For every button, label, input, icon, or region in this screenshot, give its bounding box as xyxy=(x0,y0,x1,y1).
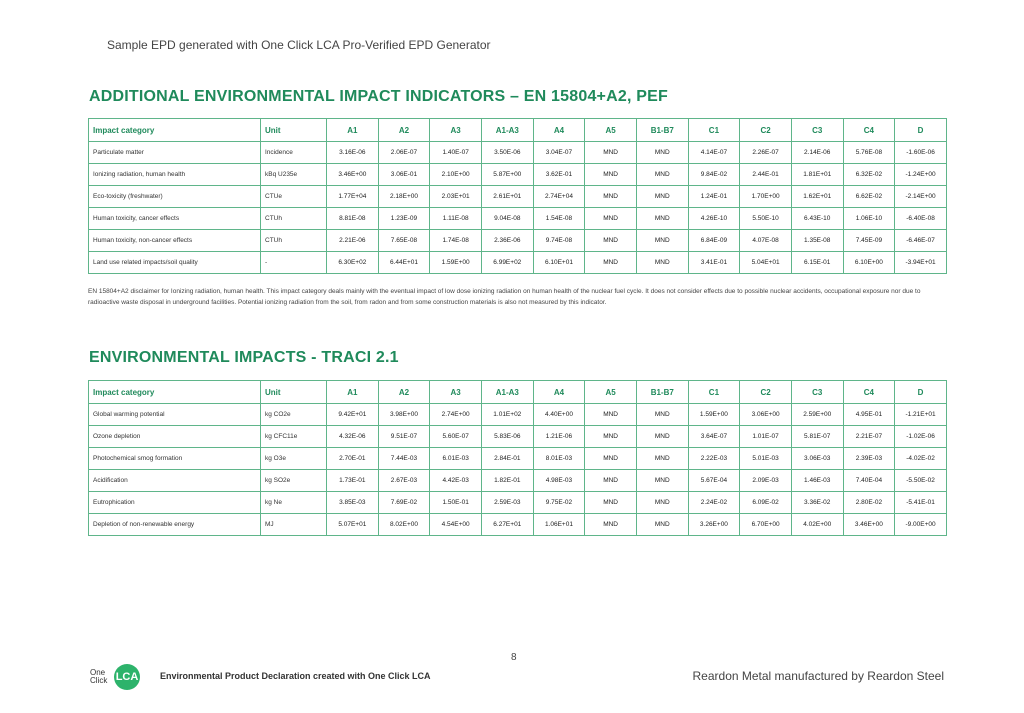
value-cell: MND xyxy=(636,426,688,448)
column-header: A4 xyxy=(533,119,585,142)
table-row xyxy=(89,514,947,536)
value-cell: 9.42E+01 xyxy=(327,404,379,426)
value-cell: 6.09E-02 xyxy=(740,492,792,514)
value-cell: -5.41E-01 xyxy=(895,492,947,514)
unit-cell: kg Ne xyxy=(261,492,327,514)
value-cell: MND xyxy=(585,404,637,426)
value-cell: 4.95E-01 xyxy=(843,404,895,426)
value-cell: 4.02E+00 xyxy=(791,514,843,536)
value-cell: MND xyxy=(636,252,688,274)
value-cell: 7.40E-04 xyxy=(843,470,895,492)
value-cell: MND xyxy=(585,164,637,186)
value-cell: 3.62E-01 xyxy=(533,164,585,186)
value-cell: 6.01E-03 xyxy=(430,448,482,470)
column-header: A5 xyxy=(585,119,637,142)
value-cell: 6.30E+02 xyxy=(327,252,379,274)
value-cell: 5.87E+00 xyxy=(481,164,533,186)
section-title-traci: ENVIRONMENTAL IMPACTS - TRACI 2.1 xyxy=(89,349,399,366)
value-cell: 2.70E-01 xyxy=(327,448,379,470)
value-cell: MND xyxy=(636,142,688,164)
column-header: B1-B7 xyxy=(636,119,688,142)
impact-category-cell: Eutrophication xyxy=(89,492,261,514)
value-cell: 1.35E-08 xyxy=(791,230,843,252)
value-cell: 3.06E-01 xyxy=(378,164,430,186)
value-cell: -6.46E-07 xyxy=(895,230,947,252)
value-cell: 6.70E+00 xyxy=(740,514,792,536)
value-cell: 2.80E-02 xyxy=(843,492,895,514)
table-row xyxy=(89,164,947,186)
value-cell: 5.04E+01 xyxy=(740,252,792,274)
value-cell: MND xyxy=(636,164,688,186)
table-row xyxy=(89,426,947,448)
value-cell: 1.81E+01 xyxy=(791,164,843,186)
value-cell: MND xyxy=(636,448,688,470)
value-cell: 7.69E-02 xyxy=(378,492,430,514)
value-cell: 6.62E-02 xyxy=(843,186,895,208)
value-cell: 3.98E+00 xyxy=(378,404,430,426)
value-cell: 3.64E-07 xyxy=(688,426,740,448)
value-cell: 3.06E-03 xyxy=(791,448,843,470)
value-cell: MND xyxy=(636,186,688,208)
value-cell: 1.70E+00 xyxy=(740,186,792,208)
table-row xyxy=(89,142,947,164)
value-cell: 4.40E+00 xyxy=(533,404,585,426)
one-click-lca-logo xyxy=(90,664,140,690)
column-header: A1 xyxy=(327,119,379,142)
table-row xyxy=(89,186,947,208)
value-cell: -1.21E+01 xyxy=(895,404,947,426)
column-header: Impact category xyxy=(89,381,261,404)
value-cell: 2.14E-06 xyxy=(791,142,843,164)
value-cell: 3.06E+00 xyxy=(740,404,792,426)
impact-category-cell: Ozone depletion xyxy=(89,426,261,448)
value-cell: 2.06E-07 xyxy=(378,142,430,164)
value-cell: 8.02E+00 xyxy=(378,514,430,536)
value-cell: MND xyxy=(585,252,637,274)
value-cell: 1.59E+00 xyxy=(430,252,482,274)
value-cell: 3.46E+00 xyxy=(327,164,379,186)
column-header: C3 xyxy=(791,381,843,404)
value-cell: MND xyxy=(636,514,688,536)
value-cell: 1.01E+02 xyxy=(481,404,533,426)
footer-left-text: Environmental Product Declaration created with One Click LCA xyxy=(160,671,431,681)
impact-category-cell: Depletion of non-renewable energy xyxy=(89,514,261,536)
table-row xyxy=(89,492,947,514)
value-cell: -9.00E+00 xyxy=(895,514,947,536)
column-header: A2 xyxy=(378,119,430,142)
value-cell: 2.26E-07 xyxy=(740,142,792,164)
value-cell: MND xyxy=(585,186,637,208)
unit-cell: CTUe xyxy=(261,186,327,208)
column-header: C1 xyxy=(688,381,740,404)
value-cell: 1.21E-06 xyxy=(533,426,585,448)
value-cell: 6.43E-10 xyxy=(791,208,843,230)
value-cell: 9.04E-08 xyxy=(481,208,533,230)
value-cell: 4.14E-07 xyxy=(688,142,740,164)
column-header: Unit xyxy=(261,381,327,404)
column-header: C2 xyxy=(740,381,792,404)
value-cell: 5.01E-03 xyxy=(740,448,792,470)
value-cell: 3.46E+00 xyxy=(843,514,895,536)
unit-cell: CTUh xyxy=(261,208,327,230)
value-cell: 1.24E-01 xyxy=(688,186,740,208)
unit-cell: kg SO2e xyxy=(261,470,327,492)
value-cell: -1.60E-06 xyxy=(895,142,947,164)
table-row xyxy=(89,252,947,274)
value-cell: 5.07E+01 xyxy=(327,514,379,536)
value-cell: 2.74E+00 xyxy=(430,404,482,426)
value-cell: 9.75E-02 xyxy=(533,492,585,514)
lca-logo-icon: LCA xyxy=(114,664,140,690)
value-cell: -3.94E+01 xyxy=(895,252,947,274)
additional-impact-table xyxy=(88,118,947,274)
impact-category-cell: Global warming potential xyxy=(89,404,261,426)
value-cell: -5.50E-02 xyxy=(895,470,947,492)
value-cell: MND xyxy=(585,448,637,470)
value-cell: 2.44E-01 xyxy=(740,164,792,186)
column-header: C4 xyxy=(843,119,895,142)
value-cell: 2.59E+00 xyxy=(791,404,843,426)
impact-category-cell: Particulate matter xyxy=(89,142,261,164)
value-cell: 1.01E-07 xyxy=(740,426,792,448)
footer-right-text: Reardon Metal manufactured by Reardon Steel xyxy=(692,669,944,683)
value-cell: -2.14E+00 xyxy=(895,186,947,208)
table-row xyxy=(89,208,947,230)
value-cell: 1.77E+04 xyxy=(327,186,379,208)
column-header: A3 xyxy=(430,381,482,404)
value-cell: MND xyxy=(636,404,688,426)
impact-category-cell: Ionizing radiation, human health xyxy=(89,164,261,186)
unit-cell: Incidence xyxy=(261,142,327,164)
value-cell: 2.21E-07 xyxy=(843,426,895,448)
value-cell: 6.44E+01 xyxy=(378,252,430,274)
value-cell: 9.51E-07 xyxy=(378,426,430,448)
value-cell: -4.02E-02 xyxy=(895,448,947,470)
impact-category-cell: Photochemical smog formation xyxy=(89,448,261,470)
value-cell: MND xyxy=(636,208,688,230)
column-header: D xyxy=(895,119,947,142)
value-cell: 5.76E-08 xyxy=(843,142,895,164)
value-cell: 1.82E-01 xyxy=(481,470,533,492)
impact-category-cell: Human toxicity, cancer effects xyxy=(89,208,261,230)
value-cell: 1.54E-08 xyxy=(533,208,585,230)
value-cell: MND xyxy=(585,470,637,492)
value-cell: 1.06E-10 xyxy=(843,208,895,230)
value-cell: MND xyxy=(585,142,637,164)
traci-impact-table xyxy=(88,380,947,536)
value-cell: 4.42E-03 xyxy=(430,470,482,492)
value-cell: 2.24E-02 xyxy=(688,492,740,514)
value-cell: 3.85E-03 xyxy=(327,492,379,514)
column-header: C3 xyxy=(791,119,843,142)
value-cell: MND xyxy=(636,492,688,514)
value-cell: 8.81E-08 xyxy=(327,208,379,230)
value-cell: 5.83E-06 xyxy=(481,426,533,448)
value-cell: 4.07E-08 xyxy=(740,230,792,252)
value-cell: 1.23E-09 xyxy=(378,208,430,230)
value-cell: 3.36E-02 xyxy=(791,492,843,514)
value-cell: 3.41E-01 xyxy=(688,252,740,274)
table-row xyxy=(89,404,947,426)
column-header: A5 xyxy=(585,381,637,404)
column-header: A1-A3 xyxy=(481,381,533,404)
table-row xyxy=(89,230,947,252)
ionizing-radiation-disclaimer: EN 15804+A2 disclaimer for Ionizing radiation, human health. This impact category deals mainly with the eventual impact of low dose ionizing radiation on human health of the nuclear fuel cycle. It does not consider effects due to possible nuclear accidents, occupational exposure nor due to radioactive waste disposal in underground facilities. Potential ionizing radiation from the soil, from radon and from some construction materials is also not measured by this indicator. xyxy=(88,288,921,306)
value-cell: 6.27E+01 xyxy=(481,514,533,536)
value-cell: 7.45E-09 xyxy=(843,230,895,252)
value-cell: 4.54E+00 xyxy=(430,514,482,536)
value-cell: 3.26E+00 xyxy=(688,514,740,536)
value-cell: 3.04E-07 xyxy=(533,142,585,164)
value-cell: 1.06E+01 xyxy=(533,514,585,536)
value-cell: -1.24E+00 xyxy=(895,164,947,186)
value-cell: MND xyxy=(585,208,637,230)
value-cell: 6.10E+01 xyxy=(533,252,585,274)
column-header: D xyxy=(895,381,947,404)
column-header: A1 xyxy=(327,381,379,404)
value-cell: 2.59E-03 xyxy=(481,492,533,514)
unit-cell: kg O3e xyxy=(261,448,327,470)
value-cell: MND xyxy=(636,470,688,492)
impact-category-cell: Eco-toxicity (freshwater) xyxy=(89,186,261,208)
value-cell: 1.62E+01 xyxy=(791,186,843,208)
value-cell: 3.50E-06 xyxy=(481,142,533,164)
column-header: B1-B7 xyxy=(636,381,688,404)
table-row xyxy=(89,470,947,492)
impact-category-cell: Human toxicity, non-cancer effects xyxy=(89,230,261,252)
column-header: A2 xyxy=(378,381,430,404)
value-cell: 2.39E-03 xyxy=(843,448,895,470)
value-cell: 1.11E-08 xyxy=(430,208,482,230)
column-header: C2 xyxy=(740,119,792,142)
value-cell: 2.74E+04 xyxy=(533,186,585,208)
impact-category-cell: Acidification xyxy=(89,470,261,492)
value-cell: 2.22E-03 xyxy=(688,448,740,470)
value-cell: 2.03E+01 xyxy=(430,186,482,208)
value-cell: 4.32E-06 xyxy=(327,426,379,448)
unit-cell: - xyxy=(261,252,327,274)
unit-cell: MJ xyxy=(261,514,327,536)
page-number: 8 xyxy=(511,652,517,663)
value-cell: -1.02E-06 xyxy=(895,426,947,448)
logo-text: One Click xyxy=(90,668,108,685)
value-cell: 3.16E-06 xyxy=(327,142,379,164)
column-header: A1-A3 xyxy=(481,119,533,142)
column-header: C4 xyxy=(843,381,895,404)
column-header: Unit xyxy=(261,119,327,142)
page-header: Sample EPD generated with One Click LCA Pro-Verified EPD Generator xyxy=(107,38,491,52)
value-cell: MND xyxy=(585,426,637,448)
value-cell: 2.21E-06 xyxy=(327,230,379,252)
impact-category-cell: Land use related impacts/soil quality xyxy=(89,252,261,274)
value-cell: -6.40E-08 xyxy=(895,208,947,230)
value-cell: 9.84E-02 xyxy=(688,164,740,186)
column-header: C1 xyxy=(688,119,740,142)
unit-cell: kBq U235e xyxy=(261,164,327,186)
table-header-row xyxy=(89,381,947,404)
table-header-row xyxy=(89,119,947,142)
value-cell: 6.15E-01 xyxy=(791,252,843,274)
value-cell: 2.10E+00 xyxy=(430,164,482,186)
column-header: Impact category xyxy=(89,119,261,142)
value-cell: 2.61E+01 xyxy=(481,186,533,208)
value-cell: 2.84E-01 xyxy=(481,448,533,470)
value-cell: MND xyxy=(585,492,637,514)
column-header: A3 xyxy=(430,119,482,142)
value-cell: 4.98E-03 xyxy=(533,470,585,492)
value-cell: 2.36E-06 xyxy=(481,230,533,252)
value-cell: 7.65E-08 xyxy=(378,230,430,252)
value-cell: 2.18E+00 xyxy=(378,186,430,208)
value-cell: 1.74E-08 xyxy=(430,230,482,252)
value-cell: 1.40E-07 xyxy=(430,142,482,164)
value-cell: 4.26E-10 xyxy=(688,208,740,230)
value-cell: 9.74E-08 xyxy=(533,230,585,252)
table-row xyxy=(89,448,947,470)
value-cell: 5.81E-07 xyxy=(791,426,843,448)
value-cell: 1.46E-03 xyxy=(791,470,843,492)
value-cell: 2.67E-03 xyxy=(378,470,430,492)
value-cell: MND xyxy=(636,230,688,252)
value-cell: 1.50E-01 xyxy=(430,492,482,514)
section-title-additional-indicators: ADDITIONAL ENVIRONMENTAL IMPACT INDICATORS – EN 15804+A2, PEF xyxy=(89,88,668,105)
value-cell: 6.32E-02 xyxy=(843,164,895,186)
unit-cell: kg CFC11e xyxy=(261,426,327,448)
value-cell: 5.60E-07 xyxy=(430,426,482,448)
value-cell: MND xyxy=(585,514,637,536)
value-cell: 6.10E+00 xyxy=(843,252,895,274)
value-cell: 5.50E-10 xyxy=(740,208,792,230)
value-cell: 6.84E-09 xyxy=(688,230,740,252)
unit-cell: kg CO2e xyxy=(261,404,327,426)
value-cell: 6.99E+02 xyxy=(481,252,533,274)
column-header: A4 xyxy=(533,381,585,404)
value-cell: 5.67E-04 xyxy=(688,470,740,492)
value-cell: 1.73E-01 xyxy=(327,470,379,492)
value-cell: 1.59E+00 xyxy=(688,404,740,426)
value-cell: 2.09E-03 xyxy=(740,470,792,492)
value-cell: 7.44E-03 xyxy=(378,448,430,470)
value-cell: 8.01E-03 xyxy=(533,448,585,470)
unit-cell: CTUh xyxy=(261,230,327,252)
value-cell: MND xyxy=(585,230,637,252)
